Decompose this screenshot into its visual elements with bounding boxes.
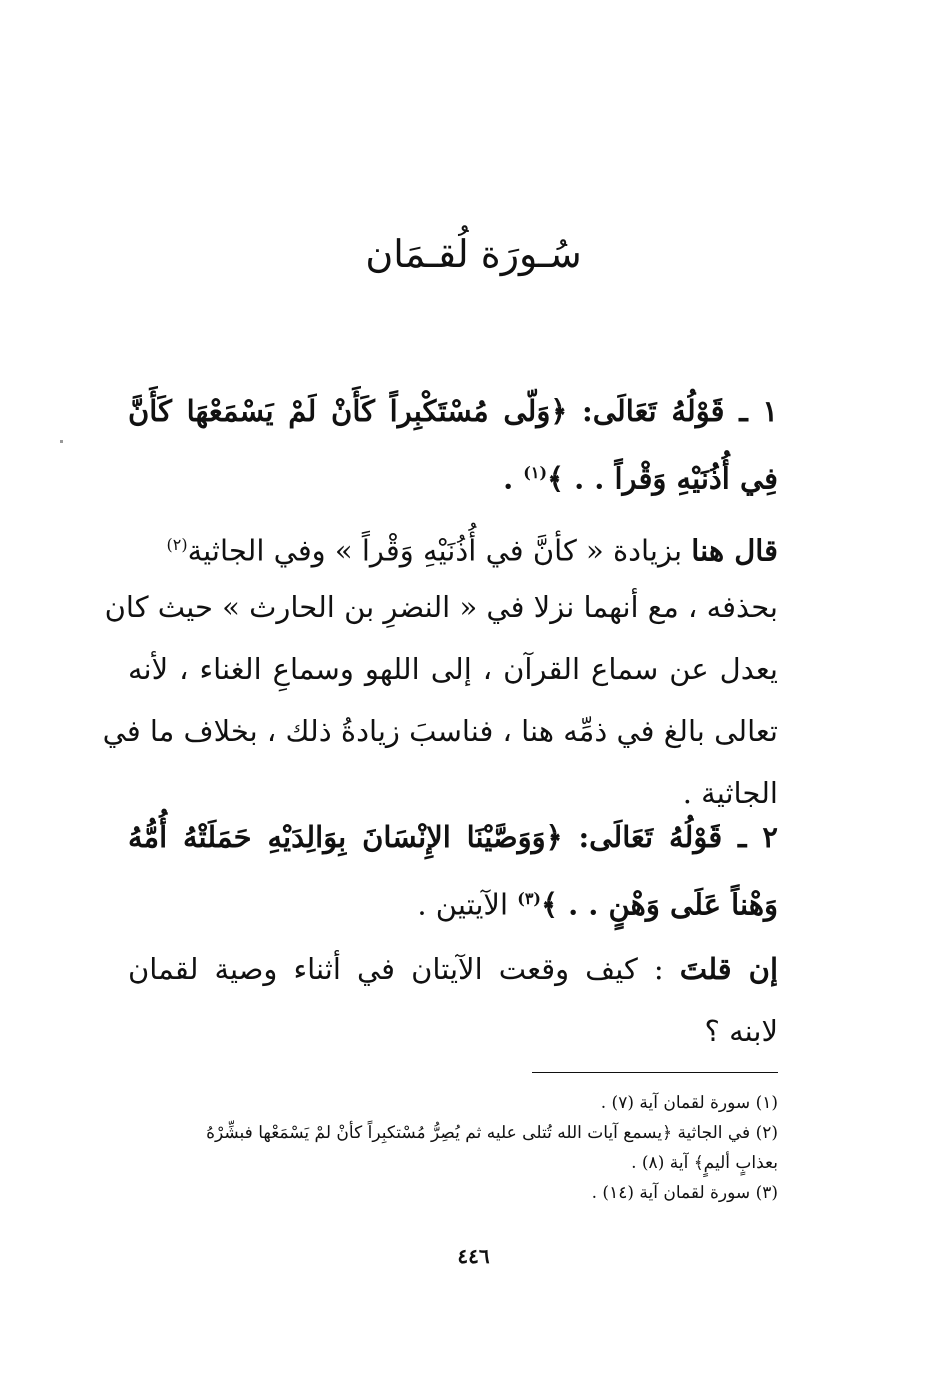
- footnote-ref-2: (٢): [166, 535, 188, 554]
- footnote-separator: [532, 1072, 778, 1073]
- footnote-2-line-1: (٢) في الجاثية ﴿يسمع آيات الله تُتلى عليه ثم يُصِرُّ مُسْتكبِراً كأنْ لمْ يَسْمَعْها فبشِّرْهُ: [206, 1123, 778, 1143]
- item-1-line-2: [128, 442, 778, 504]
- item-1-stop: .: [503, 461, 524, 496]
- item-1-line-1: ١ ـ قَوْلُهُ تَعَالَى: ﴿وَلّى مُسْتَكْبِراً كَأَنْ لَمْ يَسْمَعْهَا كَأَنَّ: [128, 394, 778, 428]
- item-2-verse-end: وَهْناً عَلَى وَهْنٍ . . ﴾: [541, 887, 778, 922]
- paragraph-2-line-2: لابنه ؟: [704, 1014, 778, 1048]
- paragraph-2-lead: إن قلتَ: [679, 952, 779, 986]
- paragraph-1-line-4: تعالى بالغ في ذمِّه هنا ، فناسبَ زيادةُ ذلك ، بخلاف ما في: [102, 714, 778, 748]
- paragraph-1-line-1: [128, 514, 778, 576]
- paragraph-2: [128, 938, 778, 1062]
- paragraph-1-line-5: الجاثية .: [682, 776, 778, 810]
- page-number: ٤٤٦: [457, 1244, 490, 1268]
- paragraph-1-line-1-rest: بزيادة « كأنَّ في أُذُنَيْهِ وَقْراً » وفي الجاثية: [187, 533, 692, 568]
- margin-speck: [60, 440, 63, 443]
- item-1: [128, 380, 778, 504]
- item-2-line-2: [128, 868, 778, 930]
- item-2-line-1: ٢ ـ قَوْلُهُ تَعَالَى: ﴿وَوَصَّيْنَا الإِنْسَانَ بِوَالِدَيْهِ حَمَلَتْهُ أُمُّهُ: [128, 820, 778, 854]
- paragraph-1-lead: قال هنا: [691, 533, 778, 568]
- paragraph-2-line-1: [128, 938, 778, 1000]
- footnote-1: (١) سورة لقمان آية (٧) .: [600, 1093, 778, 1113]
- paragraph-2-line-1-rest: : كيف وقعت الآيتان في أثناء وصية لقمان: [128, 952, 680, 986]
- item-2-stop: الآيتين .: [417, 887, 518, 922]
- footnote-ref-1: (١): [523, 463, 548, 482]
- footnote-3: (٣) سورة لقمان آية (١٤) .: [591, 1183, 778, 1203]
- paragraph-1-line-3: يعدل عن سماع القرآن ، إلى اللهو وسماعِ الغناء ، لأنه: [128, 652, 778, 686]
- footnote-ref-3: (٣): [517, 889, 541, 908]
- paragraph-1: [102, 514, 778, 824]
- footnotes: [118, 1088, 778, 1208]
- footnote-2-line-2: بعذابٍ أليمٍ﴾ آية (٨) .: [631, 1153, 778, 1173]
- item-2: [128, 806, 778, 930]
- surah-title: سُـورَة لُقـمَان: [365, 232, 582, 276]
- item-1-verse-end: فِي أُذُنَيْهِ وَقْراً . . ﴾: [547, 461, 778, 496]
- paragraph-1-line-2: بحذفه ، مع أنهما نزلا في « النضرِ بن الحارث » حيث كان: [104, 590, 778, 624]
